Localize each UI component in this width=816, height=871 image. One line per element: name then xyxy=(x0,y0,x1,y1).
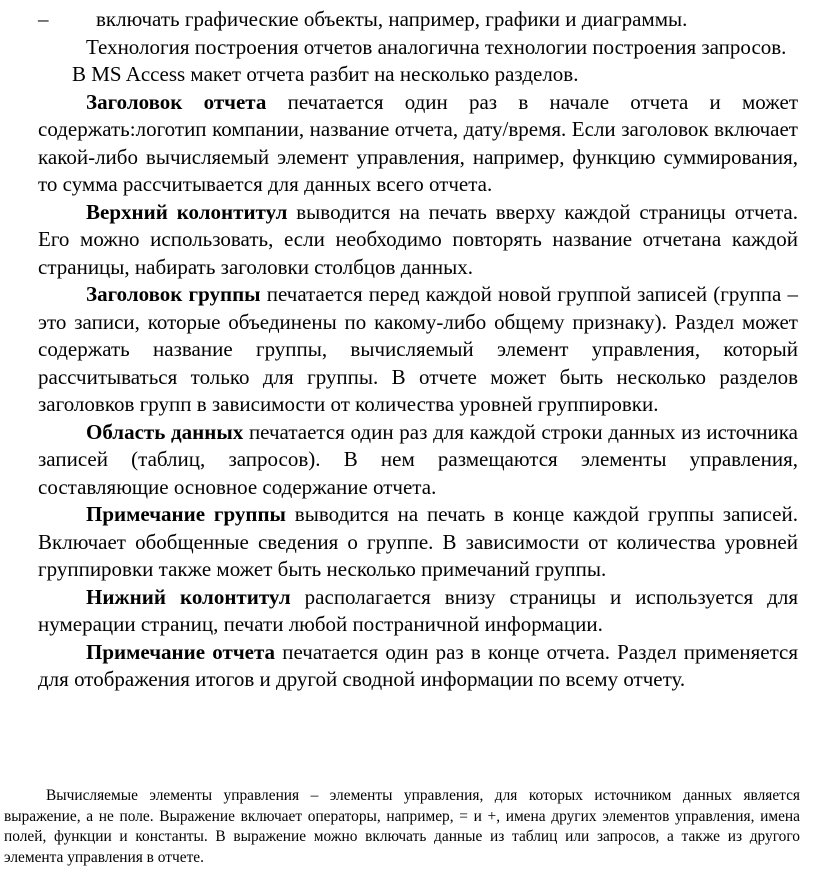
paragraph-text: печатается один раз в конце отчета. Раздел применяется для отображения итогов и другой сводной информации по всему отчету. xyxy=(38,639,798,691)
paragraph-text: В MS Access макет отчета разбит на несколько разделов. xyxy=(72,62,579,86)
paragraph-report-technology xyxy=(38,34,798,62)
paragraph-detail-section xyxy=(38,419,798,502)
term-report-header: Заголовок отчета xyxy=(86,89,267,114)
paragraph-text: печатается перед каждой новой группой записей (группа – это записи, которые объединены по какому-либо общему признаку). Раздел может содержать название группы, вычисляемый элемент управления, который рассчитываться только для группы. В отчете может быть несколько разделов заголовков групп в зависимости от количества уровней группировки. xyxy=(38,282,798,416)
list-item-text: включать графические объекты, например, графики и диаграммы. xyxy=(96,7,688,31)
paragraph-ms-access-sections xyxy=(38,61,798,89)
list-item xyxy=(38,6,798,34)
paragraph-page-header xyxy=(38,199,798,282)
paragraph-text: печатается один раз в начале отчета и может содержать:логотип компании, название отчета, дату/время. Если заголовок включает какой-либо вычисляемый элемент управления, например, функцию суммирования, то сумма рассчитывается для данных всего отчета. xyxy=(38,89,799,196)
footnote: Вычисляемые элементы управления – элементы управления, для которых источником данных является выражение, а не поле. Выражение включает операторы, например, = и +, имена других элементов управления, имена полей, функции и константы. В выражение можно включать данные из таблиц или запросов, а также из другого элемента управления в отчете. xyxy=(4,787,800,866)
term-group-header: Заголовок группы xyxy=(86,282,261,306)
dash-marker: – xyxy=(38,7,49,31)
paragraph-text: выводится на печать в конце каждой группы записей. Включает обобщенные сведения о группе. В зависимости от количества уровней группировки также может быть несколько примечаний группы. xyxy=(38,502,798,581)
paragraph-report-footer xyxy=(38,639,798,694)
term-report-footer: Примечание отчета xyxy=(86,639,276,664)
paragraph-text: печатается один раз для каждой строки данных из источника записей (таблиц, запросов). В нем размещаются элементы управления, составляющие основное содержание отчета. xyxy=(38,419,798,499)
term-detail-section: Область данных xyxy=(86,419,244,444)
paragraph-text: выводится на печать вверху каждой страницы отчета. Его можно использовать, если необходимо повторять название отчетана каждой страницы, набирать заголовки столбцов данных. xyxy=(38,199,798,279)
term-page-header: Верхний колонтитул xyxy=(86,199,288,224)
paragraph-page-footer xyxy=(38,584,798,639)
paragraph-text: Технология построения отчетов аналогична технологии построения запросов. xyxy=(86,34,787,59)
paragraph-group-footer xyxy=(38,501,798,584)
document-body xyxy=(38,6,798,694)
term-page-footer: Нижний колонтитул xyxy=(86,584,291,609)
paragraph-text: располагается внизу страницы и используется для нумерации страниц, печати любой постраничной информации. xyxy=(38,584,798,636)
term-group-footer: Примечание группы xyxy=(86,502,286,526)
paragraph-group-header xyxy=(38,281,798,419)
paragraph-report-header xyxy=(38,89,798,199)
